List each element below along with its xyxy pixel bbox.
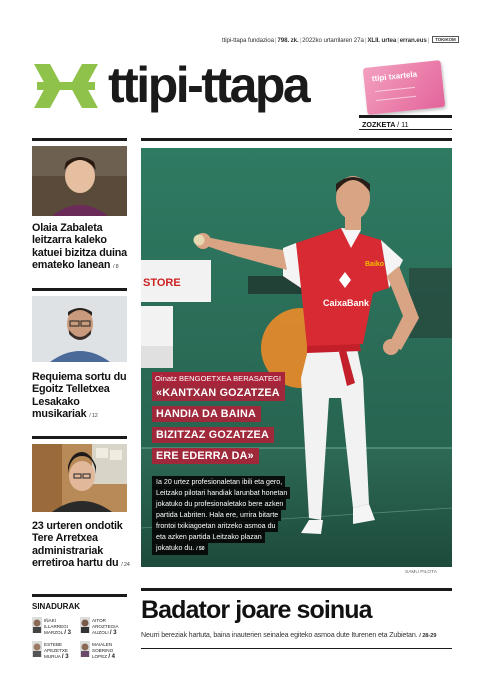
pull-quote-line: BIZITZAZ GOZATZEA bbox=[152, 427, 274, 443]
feature-description-line: Ia 20 urtez profesionaletan ibili eta gero, bbox=[152, 476, 285, 488]
issue-date: 2022ko urtarrilaren 27a bbox=[302, 37, 364, 44]
ttipi-txartela-card[interactable] bbox=[363, 60, 445, 115]
lead-subhead: Neurri bereziak hartuta, baina inauterien seinalea egiteko asmoa dute Iturenen eta Zubietan. / 28-29 bbox=[141, 631, 437, 639]
avatar bbox=[80, 617, 90, 633]
tokikom-badge: TOKIKOM bbox=[432, 36, 458, 43]
sidebar-story-1[interactable]: Olaia Zabaleta leitzarra kaleko katuei bizitza duina emateko lanean / 8 bbox=[32, 222, 127, 272]
feature-description-line: jokatuko du. / 50 bbox=[152, 542, 208, 555]
issue-info-bar: ttipi-ttapa fundazioa|798. zk.|2022ko urtarrilaren 27a|XLII. urtea|erran.eus| TOKIKOM bbox=[222, 36, 454, 44]
shirt-logo-text: Baiko bbox=[365, 261, 385, 268]
masthead-title: ttipi-ttapa bbox=[108, 57, 309, 113]
volume-year: XLII. urtea bbox=[367, 37, 397, 44]
zozketa-section-label[interactable]: ZOZKETA / 11 bbox=[359, 115, 452, 130]
sinadurak-label: SINADURAK bbox=[32, 602, 80, 611]
sidebar-story-2[interactable]: Requiema sortu du Egoitz Telletxea Lesakako musikariak / 12 bbox=[32, 371, 127, 421]
feature-description-line: frontoi txikiagoetan aritzeko asmoa du bbox=[152, 520, 278, 532]
feature-description-line: jokatuko du profesionaletako bere azken bbox=[152, 498, 286, 510]
pull-quote-line: HANDIA DA BAINA bbox=[152, 406, 261, 422]
sidebar-story-3[interactable]: 23 urteren ondotik Tere Arretxea administrariak erretiroa hartu du / 24 bbox=[32, 520, 130, 570]
columnist-name: ESTEBE APEZETXE MURUA / 3 bbox=[44, 642, 69, 660]
columnist-name: AITOR AROZTEGIA AUZOLI / 3 bbox=[92, 618, 119, 636]
interview-byline: Oinatz BENGOETXEA BERASATEGI bbox=[152, 372, 285, 385]
columnist-name: MAIALEN SOBRINO LOPEZ / 4 bbox=[92, 642, 116, 660]
card-brand: ttipi txartela bbox=[371, 69, 418, 84]
card-lines bbox=[375, 87, 416, 101]
avatar bbox=[32, 617, 42, 633]
issue-number: 798. zk. bbox=[277, 37, 299, 44]
pull-quote-line: «KANTXAN GOZATZEA bbox=[152, 385, 285, 401]
avatar bbox=[80, 641, 90, 657]
feature-description-line: Leitzako pilotari handiak larunbat honetan bbox=[152, 487, 290, 499]
sidebar-top-rule bbox=[32, 138, 127, 141]
shirt-sponsor-text: CaixaBank bbox=[323, 298, 370, 308]
sidebar-divider bbox=[32, 436, 127, 439]
bg-sign-text: STORE bbox=[143, 277, 181, 289]
lead-headline[interactable]: Badator joare soinua bbox=[141, 596, 372, 624]
columnist-item[interactable] bbox=[80, 615, 128, 639]
columnist-name: IÑAKI ILLARREGI MARZOL / 3 bbox=[44, 618, 71, 636]
tere-arretxea-photo[interactable] bbox=[32, 444, 127, 512]
photo-credit: SAMU PILOTA bbox=[405, 570, 437, 575]
columnist-item[interactable] bbox=[32, 615, 80, 639]
columnist-item[interactable] bbox=[80, 639, 128, 663]
egoitz-telletxea-photo[interactable] bbox=[32, 296, 127, 362]
lead-bottom-rule bbox=[141, 648, 452, 649]
sidebar-divider bbox=[32, 288, 127, 291]
main-top-rule bbox=[141, 138, 452, 141]
feature-description-line: eta azken partida Leitzako plazan bbox=[152, 531, 265, 543]
lead-story-rule bbox=[141, 588, 452, 591]
columnist-item[interactable] bbox=[32, 639, 80, 663]
publisher: ttipi-ttapa fundazioa bbox=[222, 37, 274, 44]
ttipi-ttapa-logo-icon bbox=[34, 58, 98, 114]
feature-description-line: partida Labriten. Hala ere, urrira bitarte bbox=[152, 509, 281, 521]
avatar bbox=[32, 641, 42, 657]
sidebar-divider bbox=[32, 594, 127, 597]
pull-quote-line: ERE EDERRA DA» bbox=[152, 448, 259, 464]
olaia-zabaleta-photo[interactable] bbox=[32, 146, 127, 216]
website-link[interactable]: erran.eus bbox=[399, 37, 427, 44]
